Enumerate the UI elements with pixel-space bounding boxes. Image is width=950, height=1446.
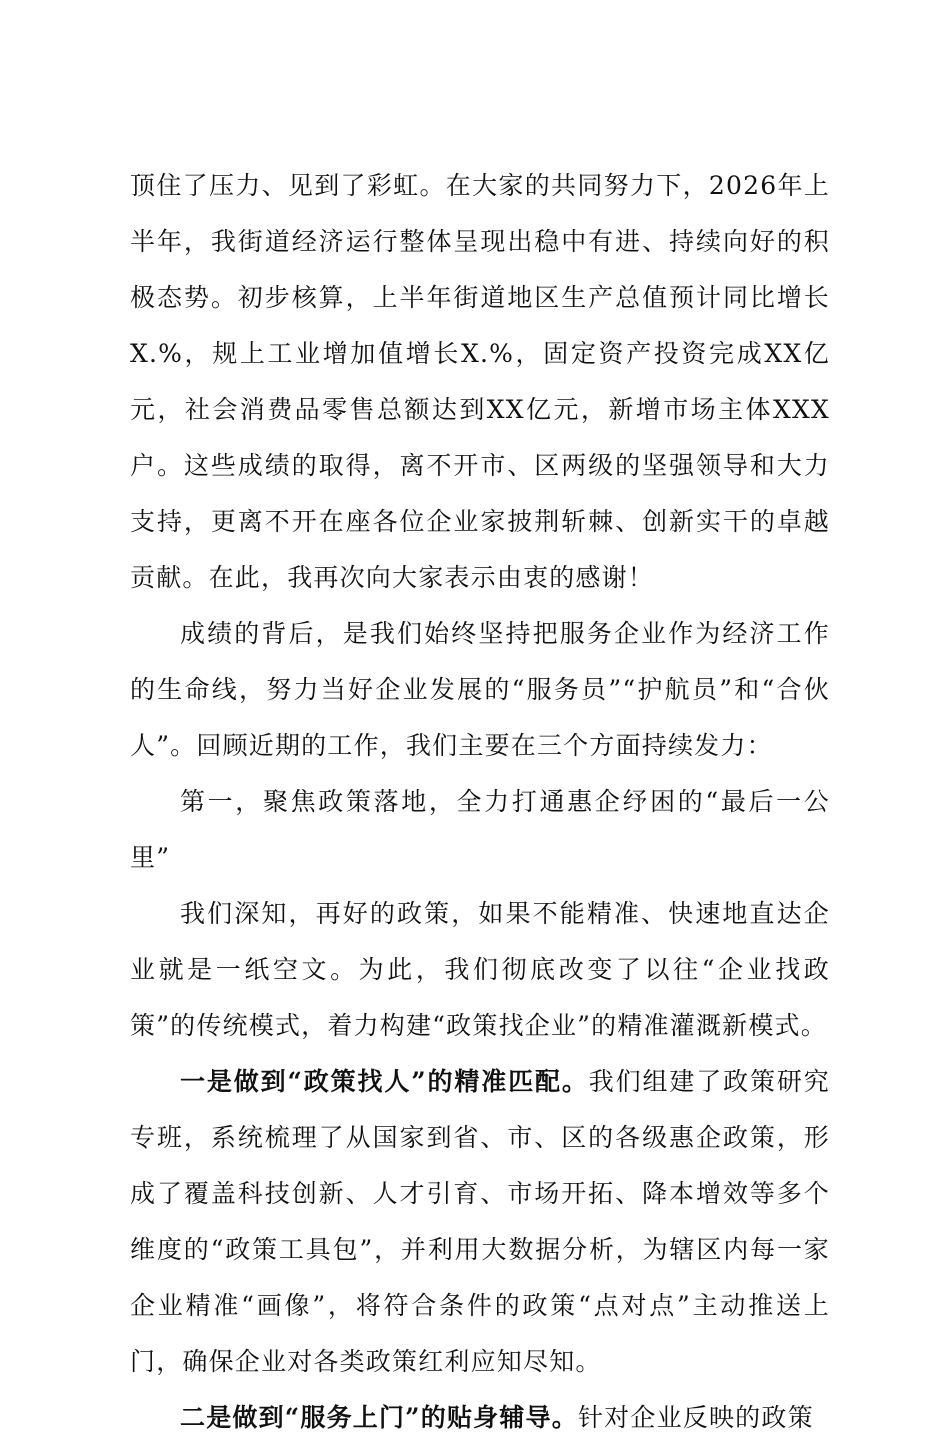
section-heading-first	[130, 774, 830, 886]
paragraph-service-philosophy	[130, 606, 830, 774]
paragraph-text: 针对企业反映的政策	[577, 1403, 814, 1432]
paragraph-point-one	[130, 1054, 830, 1390]
paragraph-policy-model	[130, 886, 830, 1054]
section-heading-text: 第一，聚焦政策落地，全力打通惠企纾困的“最后一公里”	[130, 787, 830, 872]
point-lead-text: 一是做到“政策找人”的精准匹配。	[180, 1067, 589, 1096]
paragraph-point-two	[130, 1390, 830, 1446]
paragraph-text: 顶住了压力、见到了彩虹。在大家的共同努力下，2026年上半年，我街道经济运行整体呈现出稳中有进、持续向好的积极态势。初步核算，上半年街道地区生产总值预计同比增长X.%，规上工业增加值增长X.%，固定资产投资完成XX亿元，社会消费品零售总额达到XX亿元，新增市场主体XXX户。这些成绩的取得，离不开市、区两级的坚强领导和大力支持，更离不开在座各位企业家披荆斩棘、创新实干的卓越贡献。在此，我再次向大家表示由衷的感谢！	[130, 171, 830, 592]
document-body	[130, 158, 830, 1446]
point-lead-text: 二是做到“服务上门”的贴身辅导。	[180, 1403, 578, 1432]
paragraph-text: 我们深知，再好的政策，如果不能精准、快速地直达企业就是一纸空文。为此，我们彻底改变了以往“企业找政策”的传统模式，着力构建“政策找企业”的精准灌溉新模式。	[130, 899, 830, 1040]
paragraph-results-summary	[130, 158, 830, 606]
paragraph-text: 成绩的背后，是我们始终坚持把服务企业作为经济工作的生命线，努力当好企业发展的“服务员”“护航员”和“合伙人”。回顾近期的工作，我们主要在三个方面持续发力：	[130, 619, 830, 760]
paragraph-text: 我们组建了政策研究专班，系统梳理了从国家到省、市、区的各级惠企政策，形成了覆盖科技创新、人才引育、市场开拓、降本增效等多个维度的“政策工具包”，并利用大数据分析，为辖区内每一家企业精准“画像”，将符合条件的政策“点对点”主动推送上门，确保企业对各类政策红利应知尽知。	[130, 1067, 830, 1376]
